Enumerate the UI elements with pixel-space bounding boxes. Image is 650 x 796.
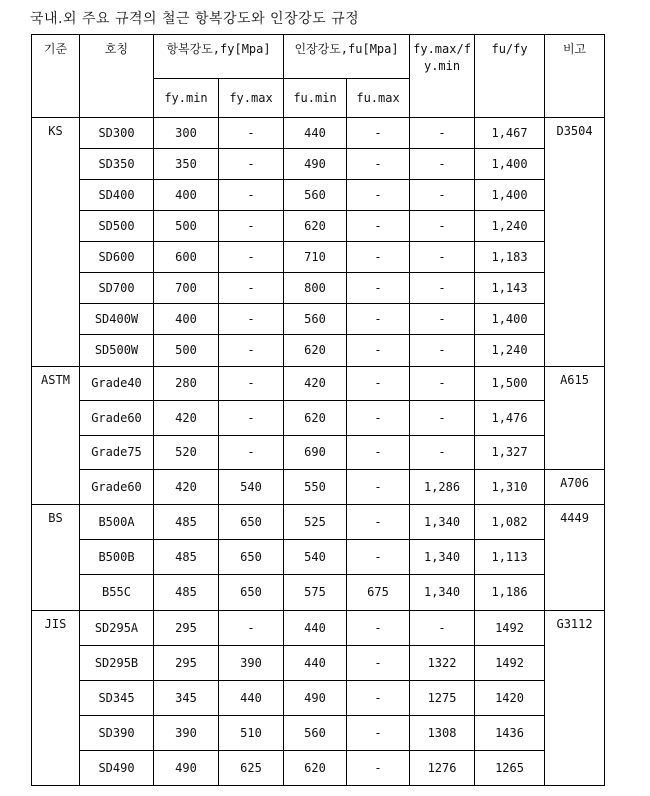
fu-max-cell: - (347, 335, 410, 366)
designation-cell: B55C (80, 575, 154, 610)
fu-fy-cell: 1,082 (475, 505, 545, 540)
rebar-spec-table (31, 34, 605, 786)
table-row (32, 575, 605, 610)
fy-min-cell: 485 (154, 575, 219, 610)
fu-max-cell: - (347, 118, 410, 149)
fu-fy-cell: 1,400 (475, 304, 545, 335)
fu-fy-cell: 1,183 (475, 242, 545, 273)
fy-max-cell: 510 (219, 715, 284, 750)
yield-ratio-cell: - (410, 435, 475, 470)
yield-ratio-cell: - (410, 118, 475, 149)
table-row (32, 610, 605, 645)
fy-min-cell: 420 (154, 470, 219, 505)
fu-max-cell: - (347, 645, 410, 680)
fu-fy-cell: 1,310 (475, 470, 545, 505)
designation-cell: SD400W (80, 304, 154, 335)
table-row (32, 470, 605, 505)
header-yield-ratio: fy.max/fy.min (410, 35, 475, 118)
designation-cell: B500B (80, 540, 154, 575)
fu-fy-cell: 1,113 (475, 540, 545, 575)
fu-max-cell: - (347, 715, 410, 750)
header-fy-max: fy.max (219, 79, 284, 118)
fu-fy-cell: 1,400 (475, 149, 545, 180)
fu-max-cell: - (347, 540, 410, 575)
fu-min-cell: 620 (284, 401, 347, 436)
header-fu-fy: fu/fy (475, 35, 545, 118)
table-row (32, 273, 605, 304)
standard-cell: JIS (32, 610, 80, 786)
yield-ratio-cell: - (410, 242, 475, 273)
fu-max-cell: - (347, 401, 410, 436)
yield-ratio-cell: - (410, 610, 475, 645)
fu-fy-cell: 1420 (475, 680, 545, 715)
fy-max-cell: - (219, 304, 284, 335)
remarks-cell: A706 (545, 470, 605, 505)
designation-cell: SD390 (80, 715, 154, 750)
fu-min-cell: 690 (284, 435, 347, 470)
fy-min-cell: 485 (154, 540, 219, 575)
fy-max-cell: - (219, 610, 284, 645)
fy-min-cell: 390 (154, 715, 219, 750)
fu-min-cell: 440 (284, 118, 347, 149)
standard-cell: BS (32, 505, 80, 610)
fy-min-cell: 500 (154, 335, 219, 366)
fy-min-cell: 485 (154, 505, 219, 540)
fu-max-cell: - (347, 242, 410, 273)
fu-min-cell: 560 (284, 715, 347, 750)
designation-cell: SD490 (80, 750, 154, 785)
header-standard: 기준 (32, 35, 80, 118)
fu-min-cell: 490 (284, 149, 347, 180)
fu-min-cell: 710 (284, 242, 347, 273)
fu-max-cell: 675 (347, 575, 410, 610)
fu-fy-cell: 1,327 (475, 435, 545, 470)
table-row (32, 750, 605, 785)
header-fu-min: fu.min (284, 79, 347, 118)
yield-ratio-cell: - (410, 401, 475, 436)
fy-max-cell: - (219, 335, 284, 366)
fy-min-cell: 295 (154, 645, 219, 680)
fy-max-cell: - (219, 118, 284, 149)
fy-max-cell: - (219, 435, 284, 470)
designation-cell: SD500W (80, 335, 154, 366)
header-yield-strength: 항복강도,fy[Mpa] (154, 35, 284, 79)
fu-fy-cell: 1265 (475, 750, 545, 785)
header-designation: 호칭 (80, 35, 154, 118)
designation-cell: SD350 (80, 149, 154, 180)
table-row (32, 242, 605, 273)
designation-cell: Grade60 (80, 470, 154, 505)
table-row (32, 118, 605, 149)
fu-min-cell: 420 (284, 366, 347, 401)
table-body (32, 118, 605, 786)
yield-ratio-cell: 1,286 (410, 470, 475, 505)
fy-min-cell: 490 (154, 750, 219, 785)
fu-fy-cell: 1,240 (475, 211, 545, 242)
fy-max-cell: - (219, 242, 284, 273)
fu-fy-cell: 1,400 (475, 180, 545, 211)
fy-max-cell: 650 (219, 540, 284, 575)
fy-min-cell: 300 (154, 118, 219, 149)
table-row (32, 505, 605, 540)
yield-ratio-cell: - (410, 180, 475, 211)
table-row (32, 680, 605, 715)
fy-max-cell: - (219, 211, 284, 242)
fu-fy-cell: 1492 (475, 610, 545, 645)
designation-cell: SD295B (80, 645, 154, 680)
fy-min-cell: 400 (154, 180, 219, 211)
header-fy-min: fy.min (154, 79, 219, 118)
fy-max-cell: - (219, 401, 284, 436)
fu-max-cell: - (347, 470, 410, 505)
yield-ratio-cell: - (410, 335, 475, 366)
yield-ratio-cell: 1,340 (410, 505, 475, 540)
fy-max-cell: 440 (219, 680, 284, 715)
fy-max-cell: 625 (219, 750, 284, 785)
yield-ratio-cell: 1308 (410, 715, 475, 750)
fu-max-cell: - (347, 211, 410, 242)
table-row (32, 435, 605, 470)
table-row (32, 211, 605, 242)
fu-min-cell: 620 (284, 335, 347, 366)
fu-min-cell: 440 (284, 610, 347, 645)
table-row (32, 401, 605, 436)
fy-max-cell: - (219, 273, 284, 304)
fu-max-cell: - (347, 505, 410, 540)
fy-max-cell: 650 (219, 505, 284, 540)
fu-max-cell: - (347, 680, 410, 715)
table-row (32, 304, 605, 335)
fy-min-cell: 350 (154, 149, 219, 180)
table-row (32, 540, 605, 575)
fu-min-cell: 525 (284, 505, 347, 540)
yield-ratio-cell: 1,340 (410, 540, 475, 575)
designation-cell: SD700 (80, 273, 154, 304)
designation-cell: SD400 (80, 180, 154, 211)
remarks-cell: 4449 (545, 505, 605, 610)
fu-max-cell: - (347, 149, 410, 180)
designation-cell: Grade60 (80, 401, 154, 436)
fu-min-cell: 560 (284, 180, 347, 211)
remarks-cell: D3504 (545, 118, 605, 367)
fu-fy-cell: 1,476 (475, 401, 545, 436)
standard-cell: ASTM (32, 366, 80, 505)
fy-min-cell: 400 (154, 304, 219, 335)
fu-min-cell: 575 (284, 575, 347, 610)
fy-max-cell: - (219, 180, 284, 211)
fy-min-cell: 345 (154, 680, 219, 715)
fu-min-cell: 620 (284, 750, 347, 785)
header-fu-max: fu.max (347, 79, 410, 118)
table-row (32, 645, 605, 680)
designation-cell: SD500 (80, 211, 154, 242)
fu-fy-cell: 1,500 (475, 366, 545, 401)
fu-fy-cell: 1492 (475, 645, 545, 680)
fy-min-cell: 500 (154, 211, 219, 242)
fu-fy-cell: 1,467 (475, 118, 545, 149)
fu-fy-cell: 1,186 (475, 575, 545, 610)
designation-cell: SD300 (80, 118, 154, 149)
fy-max-cell: 650 (219, 575, 284, 610)
table-row (32, 366, 605, 401)
designation-cell: SD600 (80, 242, 154, 273)
standard-cell: KS (32, 118, 80, 367)
yield-ratio-cell: 1322 (410, 645, 475, 680)
fy-max-cell: - (219, 366, 284, 401)
table-row (32, 180, 605, 211)
fu-max-cell: - (347, 435, 410, 470)
fu-min-cell: 490 (284, 680, 347, 715)
fy-max-cell: - (219, 149, 284, 180)
yield-ratio-cell: - (410, 366, 475, 401)
designation-cell: Grade40 (80, 366, 154, 401)
remarks-cell: A615 (545, 366, 605, 470)
fu-max-cell: - (347, 610, 410, 645)
designation-cell: B500A (80, 505, 154, 540)
fu-min-cell: 620 (284, 211, 347, 242)
fy-max-cell: 390 (219, 645, 284, 680)
fu-max-cell: - (347, 273, 410, 304)
fy-min-cell: 420 (154, 401, 219, 436)
fy-min-cell: 700 (154, 273, 219, 304)
fu-max-cell: - (347, 366, 410, 401)
header-remarks: 비고 (545, 35, 605, 118)
designation-cell: Grade75 (80, 435, 154, 470)
fu-min-cell: 560 (284, 304, 347, 335)
fu-min-cell: 550 (284, 470, 347, 505)
yield-ratio-cell: 1276 (410, 750, 475, 785)
fu-max-cell: - (347, 304, 410, 335)
fy-min-cell: 520 (154, 435, 219, 470)
fu-fy-cell: 1,143 (475, 273, 545, 304)
remarks-cell: G3112 (545, 610, 605, 786)
designation-cell: SD295A (80, 610, 154, 645)
fu-fy-cell: 1,240 (475, 335, 545, 366)
yield-ratio-cell: - (410, 304, 475, 335)
fu-max-cell: - (347, 750, 410, 785)
page-title: 국내.외 주요 규격의 철근 항복강도와 인장강도 규정 (30, 11, 360, 27)
fu-min-cell: 800 (284, 273, 347, 304)
fy-min-cell: 600 (154, 242, 219, 273)
fu-min-cell: 540 (284, 540, 347, 575)
fy-min-cell: 295 (154, 610, 219, 645)
fu-min-cell: 440 (284, 645, 347, 680)
designation-cell: SD345 (80, 680, 154, 715)
fu-fy-cell: 1436 (475, 715, 545, 750)
yield-ratio-cell: - (410, 211, 475, 242)
table-row (32, 335, 605, 366)
fy-max-cell: 540 (219, 470, 284, 505)
yield-ratio-cell: 1275 (410, 680, 475, 715)
table-row (32, 149, 605, 180)
yield-ratio-cell: - (410, 273, 475, 304)
yield-ratio-cell: - (410, 149, 475, 180)
yield-ratio-cell: 1,340 (410, 575, 475, 610)
fy-min-cell: 280 (154, 366, 219, 401)
table-row (32, 715, 605, 750)
header-tensile-strength: 인장강도,fu[Mpa] (284, 35, 410, 79)
fu-max-cell: - (347, 180, 410, 211)
